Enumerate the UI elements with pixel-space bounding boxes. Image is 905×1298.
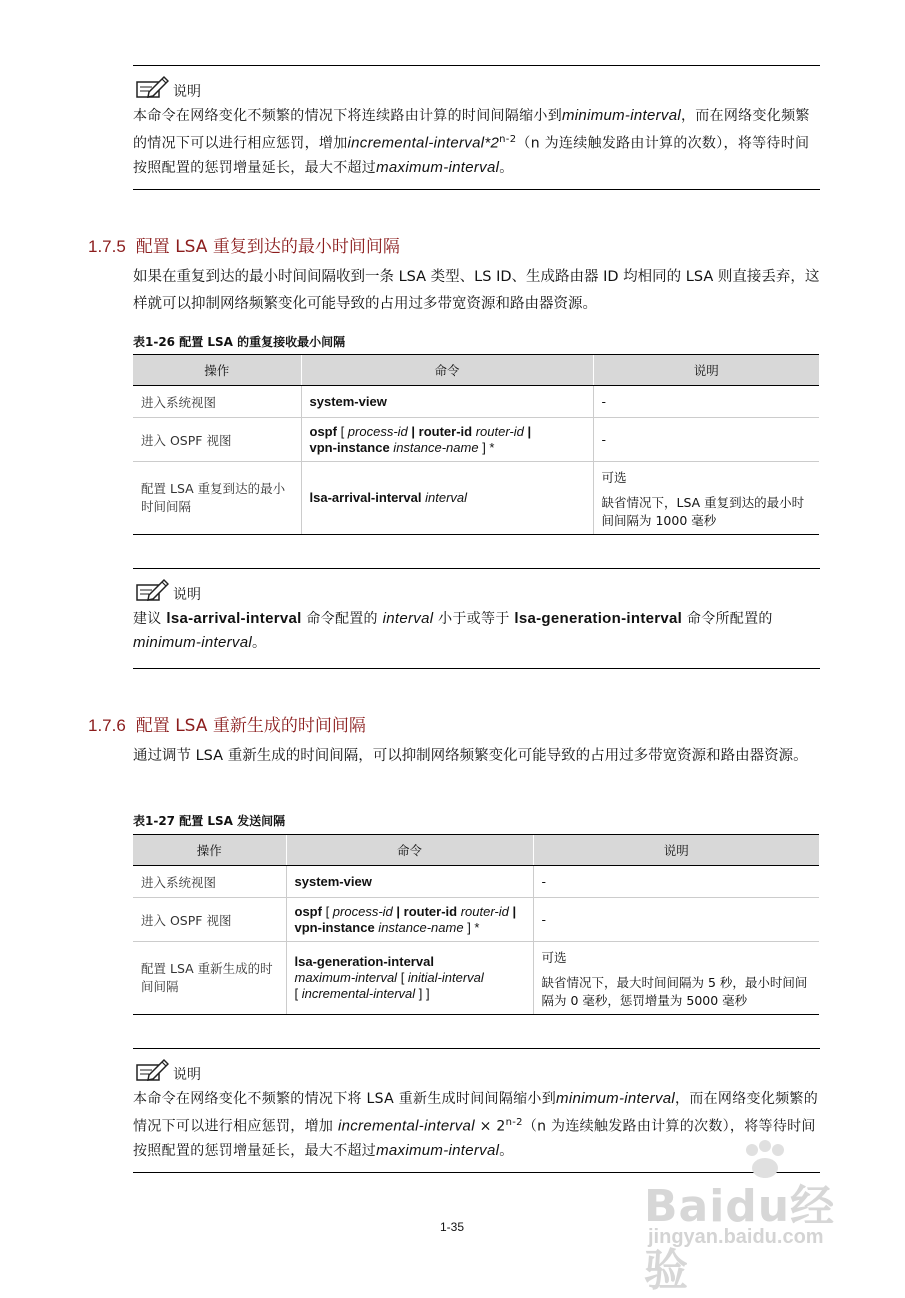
note-box-2: [133, 568, 820, 669]
col-header: 说明: [593, 355, 819, 386]
table-row: [133, 866, 819, 898]
note-label: 说明: [173, 587, 201, 603]
op-cell: 进入系统视图: [133, 386, 301, 418]
op-cell: 进入 OSPF 视图: [133, 898, 286, 942]
note-box-1: [133, 65, 820, 190]
section-body: 通过调节 LSA 重新生成的时间间隔，可以抑制网络频繁变化可能导致的占用过多带宽资源和路由器资源。: [133, 748, 808, 764]
col-header: 说明: [533, 835, 819, 866]
section-body: 如果在重复到达的最小时间间隔收到一条 LSA 类型、LS ID、生成路由器 ID 均相同的 LSA 则直接丢弃，这样就可以抑制网络频繁变化可能导致的占用过多带宽资源和路由器资源。: [133, 269, 820, 312]
col-header: 操作: [133, 355, 301, 386]
cmd-cell: ospf [ process-id | router-id router-id | vpn-instance instance-name ] *: [286, 898, 533, 942]
baidu-watermark: [640, 1140, 870, 1296]
cmd-cell: system-view: [301, 386, 593, 418]
table-caption: 表1-27 配置 LSA 发送间隔: [133, 814, 286, 828]
pencil-note-icon: [135, 577, 169, 603]
section-heading-1-7-5: 1.7.5 配置 LSA 重复到达的最小时间间隔: [88, 237, 400, 257]
note-text: 建议 lsa-arrival-interval 命令配置的 interval 小于或等于 lsa-generation-interval 命令所配置的minimum-interval。: [133, 610, 773, 651]
col-header: 命令: [286, 835, 533, 866]
config-table-1-26: [133, 354, 819, 535]
section-heading-1-7-6: 1.7.6 配置 LSA 重新生成的时间间隔: [88, 716, 366, 736]
table-row: [133, 462, 819, 535]
table-caption: 表1-26 配置 LSA 的重复接收最小间隔: [133, 335, 346, 349]
desc-cell: -: [593, 418, 819, 462]
table-header-row: [133, 835, 819, 866]
config-table-1-27: [133, 834, 819, 1015]
table-row: [133, 942, 819, 1015]
note-header: [135, 577, 201, 603]
pencil-note-icon: [135, 1057, 169, 1083]
op-cell: 配置 LSA 重新生成的时间间隔: [133, 942, 286, 1015]
cmd-cell: ospf [ process-id | router-id router-id | vpn-instance instance-name ] *: [301, 418, 593, 462]
table-row: [133, 386, 819, 418]
page-number: 1-35: [440, 1220, 465, 1234]
desc-cell: 可选 缺省情况下，LSA 重复到达的最小时间间隔为 1000 毫秒: [593, 462, 819, 535]
op-cell: 进入 OSPF 视图: [133, 418, 301, 462]
note-label: 说明: [173, 1067, 201, 1083]
desc-cell: -: [593, 386, 819, 418]
note-text: 本命令在网络变化不频繁的情况下将 LSA 重新生成时间间隔缩小到minimum-interval，而在网络变化频繁的情况下可以进行相应惩罚，增加 incremental-interval × $2^{n-2}(n$ 为连续触发路由计算的次数），将等待时间按照配置的惩罚增量延长，最大不超过maximum-interval。: [133, 1090, 819, 1159]
op-cell: 进入系统视图: [133, 866, 286, 898]
note-header: [135, 1057, 201, 1083]
desc-cell: -: [533, 898, 819, 942]
cmd-cell: system-view: [286, 866, 533, 898]
note-header: [135, 74, 201, 100]
cmd-cell: lsa-generation-interval maximum-interval [ initial-interval [ incremental-interval ] ]: [286, 942, 533, 1015]
desc-cell: -: [533, 866, 819, 898]
table-header-row: [133, 355, 819, 386]
col-header: 命令: [301, 355, 593, 386]
table-row: [133, 898, 819, 942]
desc-cell: 可选 缺省情况下，最大时间间隔为 5 秒，最小时间间隔为 0 毫秒，惩罚增量为 5000 毫秒: [533, 942, 819, 1015]
pencil-note-icon: [135, 74, 169, 100]
note-text: 本命令在网络变化不频繁的情况下将连续路由计算的时间间隔缩小到minimum-interval，而在网络变化频繁的情况下可以进行相应惩罚，增加incremental-interval*2$^{n-2}$（n 为连续触发路由计算的次数），将等待时间按照配置的惩罚增量延长，最大不超过maximum-interval。: [133, 107, 810, 176]
cmd-cell: lsa-arrival-interval interval: [301, 462, 593, 535]
table-row: [133, 418, 819, 462]
note-label: 说明: [173, 84, 201, 100]
watermark-url: jingyan.baidu.com: [648, 1226, 824, 1248]
watermark-brand: Baidu经验: [644, 1181, 836, 1296]
col-header: 操作: [133, 835, 286, 866]
op-cell: 配置 LSA 重复到达的最小时间间隔: [133, 462, 301, 535]
